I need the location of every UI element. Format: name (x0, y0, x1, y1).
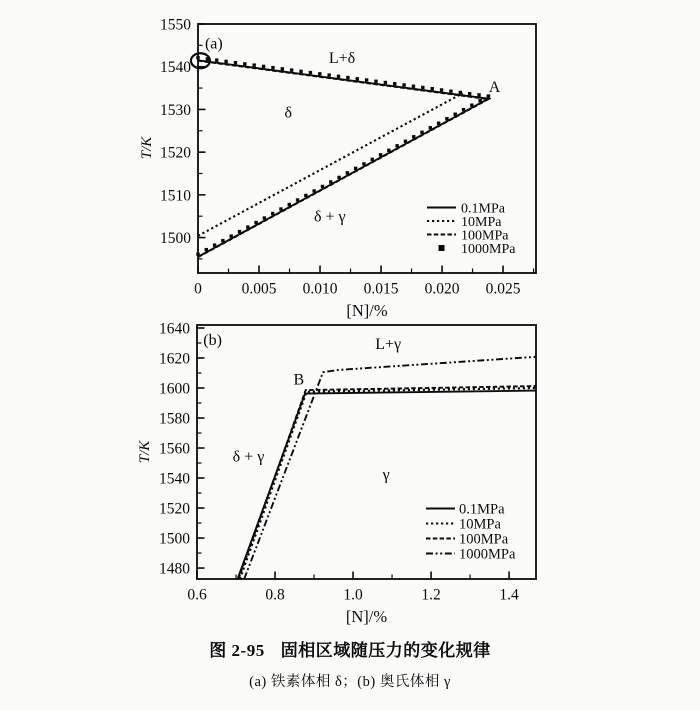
x-tick-label: 0.015 (363, 280, 399, 298)
y-tick-label: 1620 (159, 350, 190, 368)
marker-square (371, 158, 374, 161)
marker-square (412, 85, 415, 88)
marker-square (337, 75, 340, 78)
x-tick-label: 0.6 (187, 586, 207, 604)
series-0.1MPa (198, 60, 488, 256)
marker-square (478, 99, 481, 102)
x-tick-label: 1.2 (421, 586, 441, 604)
x-tick-label: 0.010 (302, 280, 338, 298)
marker-square (356, 77, 359, 80)
y-tick-label: 1560 (159, 440, 190, 458)
marker-square (279, 207, 282, 210)
marker-square (262, 65, 265, 68)
marker-square (304, 194, 307, 197)
marker-square (254, 221, 257, 224)
y-tick-label: 1520 (160, 144, 191, 162)
legend-label: 100MPa (459, 531, 509, 548)
marker-square (362, 162, 365, 165)
marker-square (346, 76, 349, 79)
marker-square (454, 113, 457, 116)
marker-square (205, 248, 208, 251)
marker-square (271, 66, 274, 69)
caption-title-text: 固相区域随压力的变化规律 (280, 641, 491, 660)
y-tick-label: 1540 (159, 470, 190, 488)
y-tick-label: 1550 (160, 16, 191, 34)
x-tick-label: 1.4 (499, 586, 519, 604)
marker-square (440, 88, 443, 91)
marker-square (374, 80, 377, 83)
marker-square (429, 126, 432, 129)
marker-square (229, 234, 232, 237)
legend-label: 10MPa (459, 516, 501, 533)
marker-square (213, 243, 216, 246)
y-tick-label: 1580 (159, 410, 190, 428)
legend-marker-square (439, 245, 445, 251)
marker-square (437, 122, 440, 125)
marker-square (346, 171, 349, 174)
region-label: (b) (203, 332, 222, 350)
y-tick-label: 1510 (160, 187, 191, 205)
y-tick-label: 1480 (159, 560, 190, 578)
x-tick-label: 0.005 (241, 280, 277, 298)
marker-square (196, 56, 199, 59)
y-tick-label: 1520 (159, 500, 190, 518)
legend-label: 0.1MPa (461, 201, 505, 217)
marker-square (321, 185, 324, 188)
marker-square (459, 91, 462, 94)
marker-square (402, 83, 405, 86)
y-axis-label: T/K (139, 136, 155, 160)
marker-square (421, 86, 424, 89)
marker-square (224, 60, 227, 63)
y-axis-label: T/K (137, 440, 153, 464)
x-axis-label: [N]/% (346, 301, 388, 320)
marker-square (384, 81, 387, 84)
marker-square (462, 108, 465, 111)
series-100MPa (198, 61, 488, 257)
y-tick-label: 1600 (159, 380, 190, 398)
marker-square (221, 239, 224, 242)
marker-square (365, 78, 368, 81)
marker-square (445, 117, 448, 120)
legend-label: 1000MPa (459, 546, 516, 563)
marker-square (253, 63, 256, 66)
marker-square (196, 252, 199, 255)
caption-title (0, 636, 700, 661)
legend-label: 10MPa (461, 215, 502, 230)
marker-square (238, 230, 241, 233)
series-1000MPa (196, 56, 490, 256)
caption-figure-number: 图 2-95 (209, 641, 265, 660)
marker-square (299, 70, 302, 73)
marker-square (296, 198, 299, 201)
x-tick-label: 0.8 (265, 586, 285, 604)
marker-square (318, 72, 321, 75)
figure-caption (0, 636, 700, 691)
region-label: A (488, 78, 501, 96)
marker-square (393, 82, 396, 85)
marker-square (431, 87, 434, 90)
y-tick-label: 1500 (159, 530, 190, 548)
chart-a (139, 17, 536, 321)
marker-square (234, 61, 237, 64)
y-tick-label: 1500 (160, 230, 191, 248)
legend (427, 202, 516, 258)
y-tick-label: 1530 (160, 101, 191, 119)
marker-square (477, 93, 480, 96)
caption-subtitle: (a) 铁素体相 δ；(b) 奥氏体相 γ (249, 674, 451, 690)
region-label: L+δ (328, 50, 356, 68)
marker-square (470, 103, 473, 106)
legend-label: 100MPa (461, 228, 509, 244)
chart-b (137, 321, 536, 626)
x-tick-label: 0.020 (424, 280, 460, 298)
region-label: δ + γ (313, 208, 346, 226)
marker-square (246, 225, 249, 228)
marker-square (387, 149, 390, 152)
marker-square (354, 167, 357, 170)
marker-square (412, 135, 415, 138)
marker-square (309, 71, 312, 74)
marker-square (288, 203, 291, 206)
legend (426, 502, 516, 563)
region-label: (a) (204, 35, 223, 53)
region-label: γ (382, 466, 390, 484)
marker-square (468, 92, 471, 95)
marker-square (327, 73, 330, 76)
x-axis-label: [N]/% (345, 607, 388, 626)
marker-square (263, 216, 266, 219)
y-tick-label: 1540 (160, 59, 191, 77)
marker-square (337, 176, 340, 179)
legend-label: 0.1MPa (459, 501, 505, 518)
legend-label: 1000MPa (461, 242, 516, 257)
y-tick-label: 1640 (159, 320, 190, 338)
marker-square (281, 67, 284, 70)
region-label: B (293, 371, 305, 389)
marker-square (404, 140, 407, 143)
x-tick-label: 0.025 (485, 280, 521, 298)
marker-square (420, 131, 423, 134)
marker-square (271, 212, 274, 215)
marker-square (312, 189, 315, 192)
marker-square (395, 144, 398, 147)
marker-square (215, 58, 218, 61)
marker-square (290, 68, 293, 71)
region-label: δ + γ (232, 448, 265, 466)
marker-square (379, 153, 382, 156)
marker-square (243, 62, 246, 65)
marker-square (329, 180, 332, 183)
x-tick-label: 0 (194, 280, 202, 298)
region-label: L+γ (375, 336, 402, 354)
marker-square (449, 89, 452, 92)
x-tick-label: 1.0 (343, 586, 363, 604)
region-label: δ (284, 104, 293, 122)
